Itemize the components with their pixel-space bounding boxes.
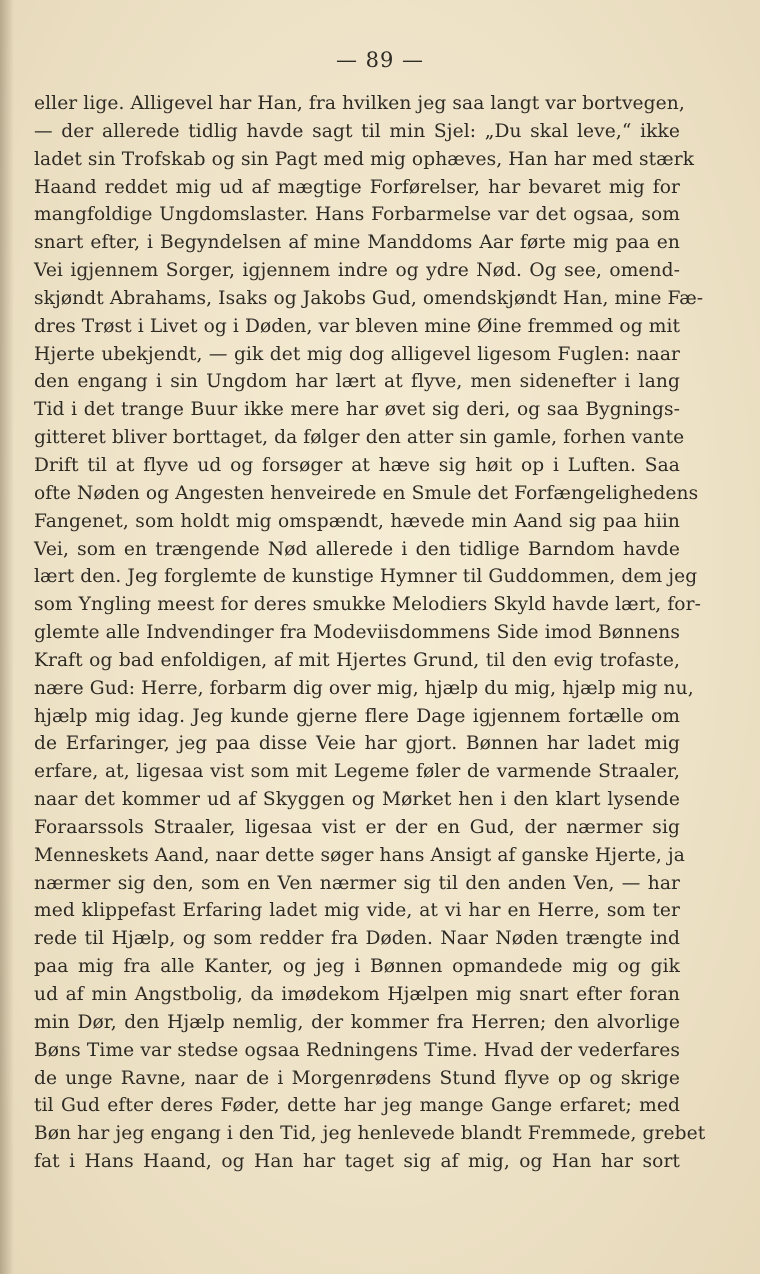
body-text [34,90,706,1176]
text-line: Hjerte ubekjendt, — gik det mig dog alligevel ligesom Fuglen: naar [34,343,680,365]
text-line: Bøns Time var stedse ogsaa Redningens Time. Hvad der vederfares [34,1039,680,1061]
text-line: eller lige. Alligevel har Han, fra hvilken jeg saa langt var bortvegen, [34,93,685,114]
text-line: Drift til at flyve ud og forsøger at hæve sig høit op i Luften. Saa [34,454,680,476]
text-line: Tid i det trange Buur ikke mere har øvet sig deri, og saa Bygnings- [34,399,680,421]
text-line: fat i Hans Haand, og Han har taget sig af mig, og Han har sort [34,1151,680,1173]
text-line: Haand reddet mig ud af mægtige Forførelser, har bevaret mig for [34,176,680,198]
text-line: nære Gud: Herre, forbarm dig over mig, hjælp du mig, hjælp mig nu, [34,677,694,699]
text-line: Vei igjennem Sorger, igjennem indre og ydre Nød. Og see, omend- [34,260,680,282]
text-line: Fangenet, som holdt mig omspændt, hævede min Aand sig paa hiin [34,510,680,532]
text-line: skjøndt Abrahams, Isaks og Jakobs Gud, omendskjøndt Han, mine Fæ- [34,287,704,309]
text-line: den engang i sin Ungdom har lært at flyve, men sidenefter i lang [34,371,680,393]
text-line: lært den. Jeg forglemte de kunstige Hymner til Guddommen, dem jeg [34,566,698,588]
text-line: snart efter, i Begyndelsen af mine Manddoms Aar førte mig paa en [34,232,680,254]
text-line: rede til Hjælp, og som redder fra Døden. Naar Nøden trængte ind [34,928,680,950]
text-line: gitteret bliver borttaget, da følger den atter sin gamle, forhen vante [34,427,685,449]
text-line: med klippefast Erfaring ladet mig vide, at vi har en Herre, som ter [34,900,680,922]
text-line: erfare, at, ligesaa vist som mit Legeme føler de varmende Straaler, [34,761,680,783]
page-number: — 89 — [335,48,425,72]
text-line: glemte alle Indvendinger fra Modeviisdommens Side imod Bønnens [34,622,680,644]
text-line: til Gud efter deres Føder, dette har jeg mange Gange erfaret; med [34,1095,680,1117]
text-line: Bøn har jeg engang i den Tid, jeg henlevede blandt Fremmede, grebet [34,1123,706,1145]
text-line: Vei, som en trængende Nød allerede i den tidlige Barndom havde [34,538,680,560]
text-line: hjælp mig idag. Jeg kunde gjerne flere Dage igjennem fortælle om [34,705,680,727]
text-line: nærmer sig den, som en Ven nærmer sig til den anden Ven, — har [34,872,680,894]
spine-shadow [0,0,14,1274]
text-line: ud af min Angstbolig, da imødekom Hjælpen mig snart efter foran [34,984,680,1005]
text-line: naar det kommer ud af Skyggen og Mørket hen i den klart lysende [34,789,680,811]
text-line: Foraarssols Straaler, ligesaa vist er der en Gud, der nærmer sig [34,816,680,838]
text-line: som Yngling meest for deres smukke Melodiers Skyld havde lært, for- [34,594,701,616]
text-line: paa mig fra alle Kanter, og jeg i Bønnen opmandede mig og gik [34,956,680,978]
text-line: dres Trøst i Livet og i Døden, var bleven mine Øine fremmed og mit [34,315,681,337]
text-line: de unge Ravne, naar de i Morgenrødens Stund flyve op og skrige [34,1067,680,1089]
text-line: — der allerede tidlig havde sagt til min Sjel: „Du skal leve,“ ikke [34,120,680,142]
text-line: de Erfaringer, jeg paa disse Veie har gjort. Bønnen har ladet mig [34,733,680,755]
text-line: min Dør, den Hjælp nemlig, der kommer fra Herren; den alvorlige [34,1011,680,1033]
text-line: Menneskets Aand, naar dette søger hans Ansigt af ganske Hjerte, ja [34,844,685,866]
text-line: ofte Nøden og Angesten henveirede en Smule det Forfængelighedens [34,482,699,504]
text-line: Kraft og bad enfoldigen, af mit Hjertes Grund, til den evig trofaste, [34,649,680,671]
text-line: ladet sin Trofskab og sin Pagt med mig ophæves, Han har med stærk [34,148,695,170]
text-line: mangfoldige Ungdomslaster. Hans Forbarmelse var det ogsaa, som [34,204,680,226]
